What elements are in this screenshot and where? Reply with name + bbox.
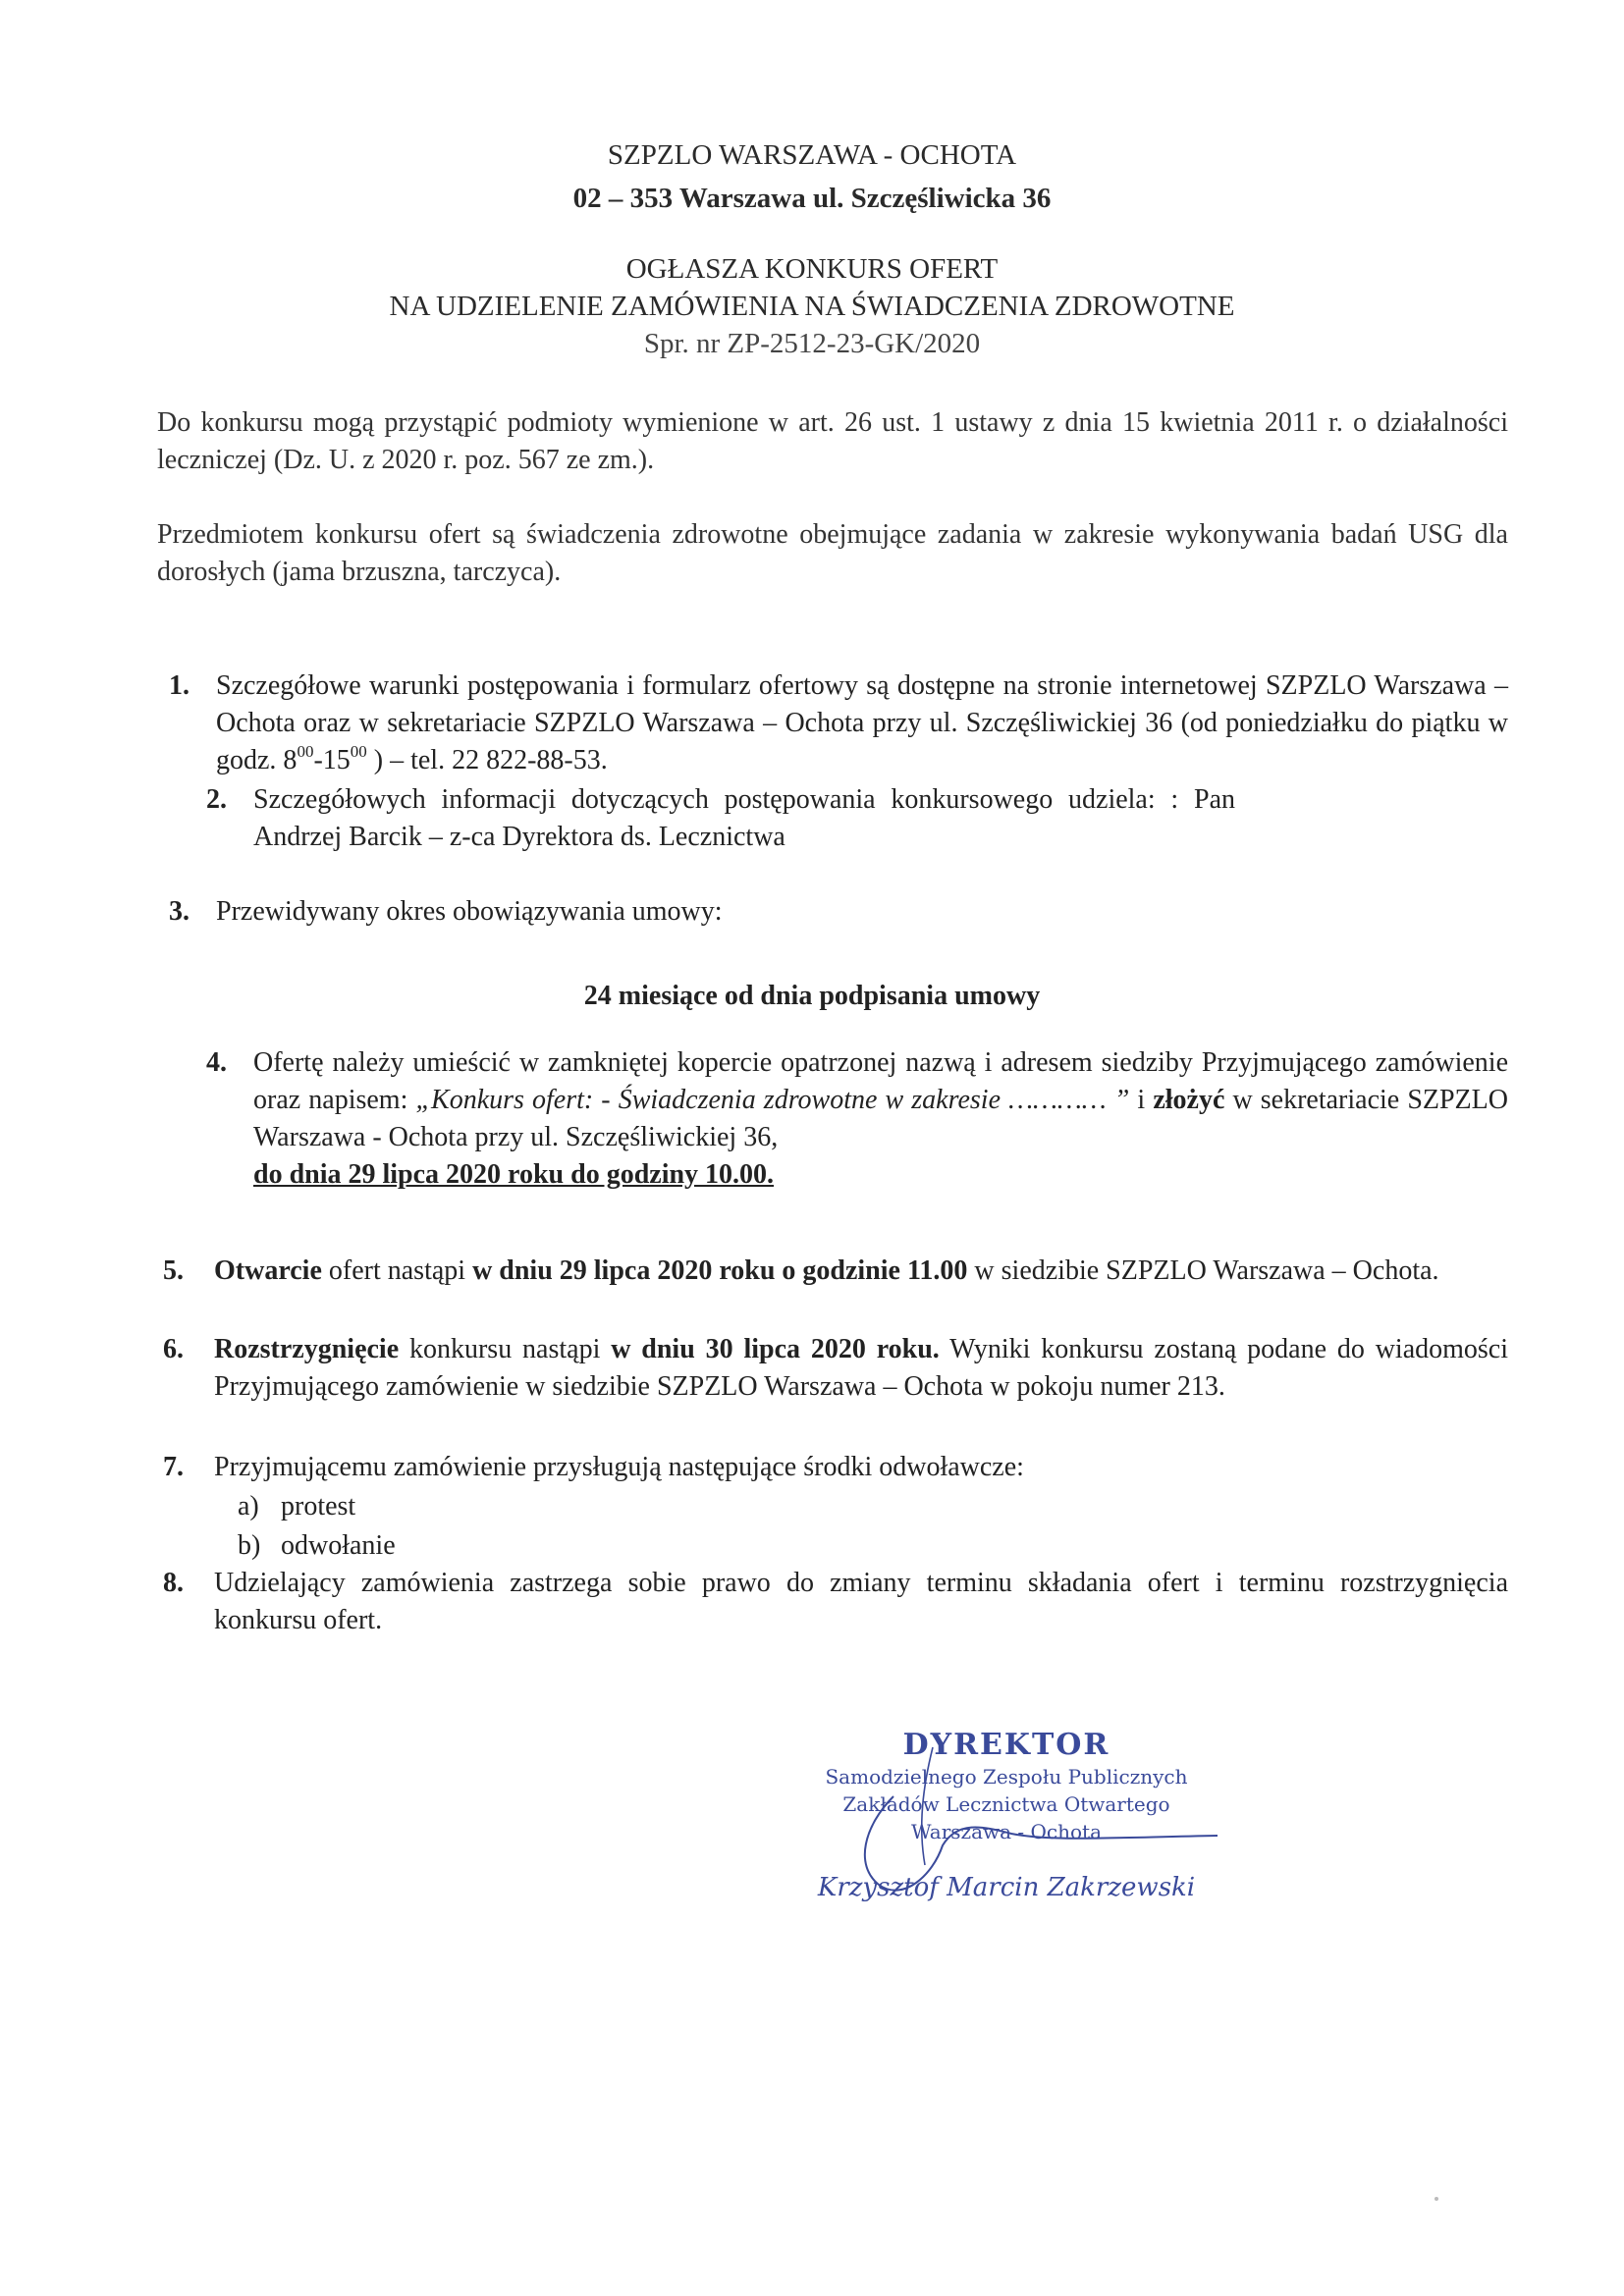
item-text: Przewidywany okres obowiązywania umowy:: [216, 896, 723, 927]
submit-word: złożyć: [1153, 1085, 1225, 1115]
item-4-text: w sekretariacie SZPZLO Warszawa - Ochota przy ul. Szczęśliwickiej 36,: [253, 1085, 1508, 1152]
opening-label: Otwarcie: [214, 1255, 322, 1286]
resolution-date: w dniu 30 lipca 2020 roku.: [611, 1334, 940, 1364]
item-number: 3.: [169, 896, 189, 927]
sub-item-marker: b): [238, 1530, 261, 1561]
item-text: [214, 1331, 1508, 1406]
item-text: Udzielający zamówienia zastrzega sobie prawo do zmiany terminu składania ofert i terminu rozstrzygnięcia konkursu ofert.: [214, 1568, 1508, 1635]
org-name: SZPZLO WARSZAWA - OCHOTA: [607, 139, 1017, 171]
announcement-subtitle: NA UDZIELENIE ZAMÓWIENIA NA ŚWIADCZENIA ZDROWOTNE: [389, 291, 1235, 322]
time-superscript: 00: [297, 741, 314, 761]
item-1-text: Szczegółowe warunki postępowania i formularz ofertowy są dostępne na stronie internetowej SZPZLO Warszawa – Ochota oraz w sekretariacie SZPZLO Warszawa – Ochota przy ul. Szczęśliwickiej 36 (od poniedziałku do piątku w godz. 8: [216, 670, 1508, 775]
sub-item-appeal: odwołanie: [281, 1530, 396, 1561]
item-1-phone: ) – tel. 22 822-88-53.: [366, 745, 608, 775]
item-number: 5.: [163, 1255, 184, 1286]
stamp-line-2: Zakładów Lecznictwa Otwartego: [842, 1792, 1170, 1816]
time-end: -15: [313, 745, 351, 775]
item-6-text: Wyniki konkursu zostaną podane do wiadomości Przyjmującego zamówienie w siedzibie SZPZLO Warszawa – Ochota w pokoju numer 213.: [214, 1334, 1509, 1402]
director-name: Krzysztof Marcin Zakrzewski: [817, 1873, 1196, 1902]
item-text: [216, 667, 1508, 779]
reference-number: Spr. nr ZP-2512-23-GK/2020: [643, 328, 981, 359]
item-4-text: Ofertę należy umieścić w zamkniętej kopercie opatrzonej nazwą i adresem siedziby Przyjmującego zamówienie oraz napisem:: [253, 1047, 1508, 1115]
item-6-text: konkursu nastąpi: [399, 1334, 612, 1364]
contract-period: 24 miesiące od dnia podpisania umowy: [583, 981, 1041, 1011]
resolution-label: Rozstrzygnięcie: [214, 1334, 400, 1364]
item-number: 6.: [163, 1334, 184, 1364]
scan-speck: [1435, 2197, 1438, 2201]
item-text: Szczegółowych informacji dotyczących postępowania konkursowego udziela: : Pan Andrzej Barcik – z-ca Dyrektora ds. Lecznictwa: [253, 784, 1235, 852]
item-number: 8.: [163, 1568, 184, 1598]
item-4-text: i: [1129, 1085, 1154, 1115]
item-5-text: w siedzibie SZPZLO Warszawa – Ochota.: [967, 1255, 1439, 1286]
eligibility-paragraph: Do konkursu mogą przystąpić podmioty wymienione w art. 26 ust. 1 ustawy z dnia 15 kwietnia 2011 r. o działalności leczniczej (Dz. U. z 2020 r. poz. 567 ze zm.).: [157, 407, 1508, 475]
item-5-text: ofert nastąpi: [321, 1255, 473, 1286]
stamp-title: DYREKTOR: [902, 1728, 1110, 1762]
item-text: [214, 1253, 1508, 1290]
sub-item-marker: a): [238, 1491, 259, 1522]
stamp-line-3: Warszawa - Ochota: [910, 1820, 1103, 1843]
item-text: Przyjmującemu zamówienie przysługują następujące środki odwoławcze:: [214, 1452, 1024, 1482]
envelope-label: „Konkurs ofert: - Świadczenia zdrowotne w zakresie ………… ”: [415, 1085, 1130, 1115]
opening-date: w dniu 29 lipca 2020 roku o godzinie 11.00: [472, 1255, 968, 1286]
item-text: [253, 1044, 1508, 1194]
stamp-line-1: Samodzielnego Zespołu Publicznych: [825, 1765, 1188, 1789]
sub-item-protest: protest: [281, 1491, 356, 1522]
director-stamp: [785, 1728, 1227, 1924]
subject-paragraph: Przedmiotem konkursu ofert są świadczenia zdrowotne obejmujące zadania w zakresie wykonywania badań USG dla dorosłych (jama brzuszna, tarczyca).: [157, 519, 1508, 587]
org-address: 02 – 353 Warszawa ul. Szczęśliwicka 36: [572, 183, 1052, 214]
item-number: 4.: [206, 1047, 227, 1078]
item-number: 1.: [169, 670, 189, 701]
submission-deadline: do dnia 29 lipca 2020 roku do godziny 10.00.: [253, 1159, 775, 1190]
item-number: 7.: [163, 1452, 184, 1482]
announcement-title: OGŁASZA KONKURS OFERT: [625, 253, 999, 285]
item-number: 2.: [206, 784, 227, 815]
time-superscript: 00: [350, 741, 367, 761]
